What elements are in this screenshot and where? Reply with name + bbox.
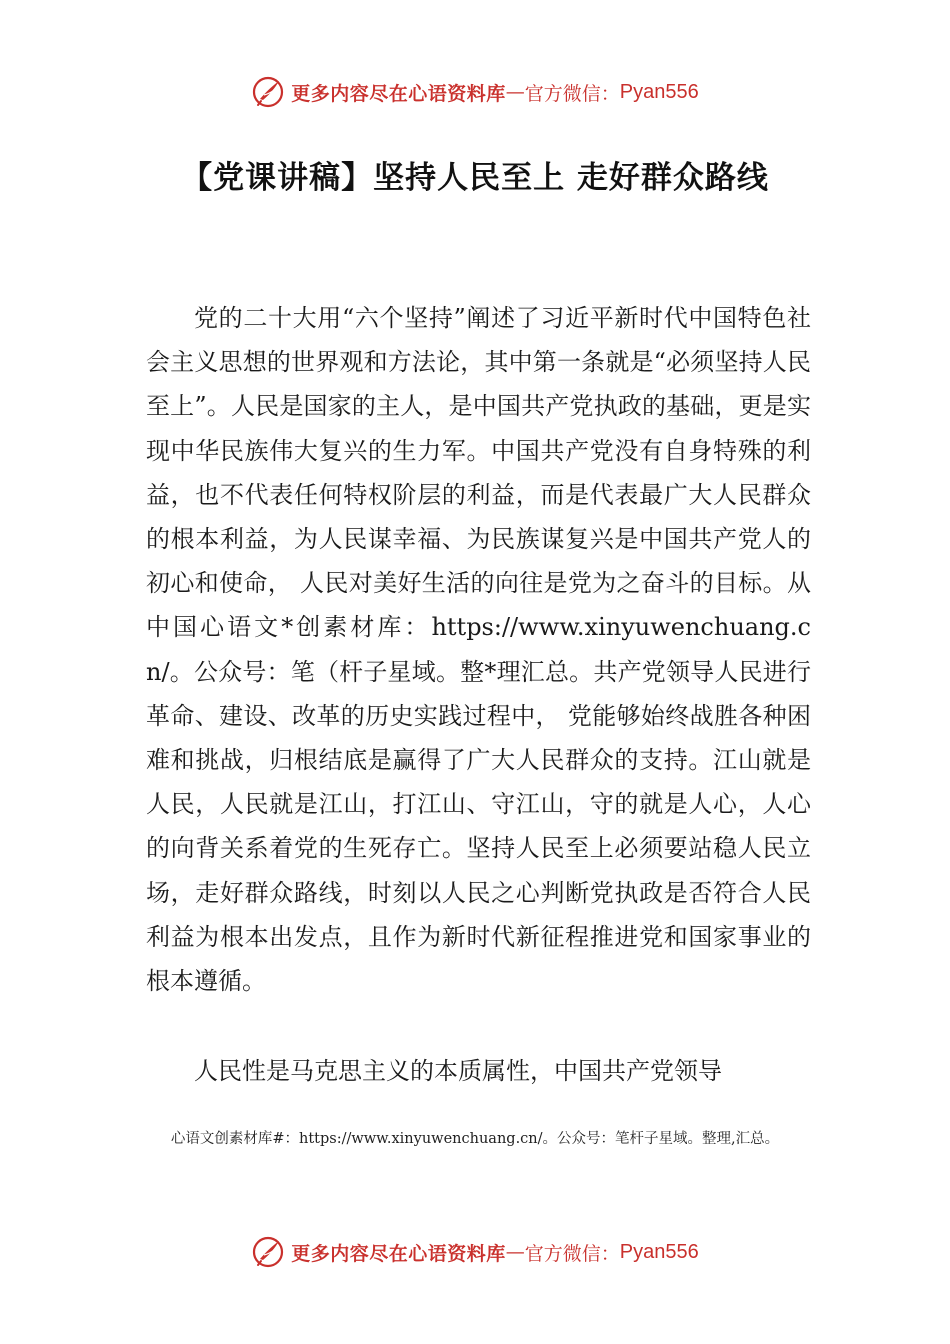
paragraph-1: 党的二十大用“六个坚持”阐述了习近平新时代中国特色社会主义思想的世界观和方法论，其中第一条就是“必须坚持人民至上”。人民是国家的主人，是中国共产党执政的基础，更是实现中华民族伟大复兴的生力军。中国共产党没有自身特殊的利益，也不代表任何特权阶层的利益，而是代表最广大人民群众的根本利益，为人民谋幸福、为民族谋复兴是中国共产党人的初心和使命， 人民对美好生活的向往是党为之奋斗的目标。从中国心语文*创素材库：https://www.xinyuwenchuang.cn/。公众号：笔（杆子星域。整*理汇总。共产党领导人民进行革命、建设、改革的历史实践过程中， 党能够始终战胜各种困难和挑战，归根结底是赢得了广大人民群众的支持。江山就是人民，人民就是江山，打江山、守江山，守的就是人心，人心的向背关系着党的生死存亡。坚持人民至上必须要站稳人民立场，走好群众路线，时刻以人民之心判断党执政是否符合人民利益为根本出发点，且作为新时代新征程推进党和国家事业的根本遵循。	[146, 304, 811, 996]
footer-banner	[0, 1232, 950, 1272]
banner-main-text: 更多内容尽在心语资料库	[291, 1242, 506, 1265]
banner-separator: —	[505, 81, 525, 103]
footer-source-note: 心语文创素材库#：https://www.xinyuwenchuang.cn/。公众号：笔杆子星域。整理,汇总。	[170, 1131, 780, 1147]
paragraph-2: 人民性是马克思主义的本质属性，中国共产党领导	[194, 1057, 722, 1086]
document-body	[146, 296, 811, 1093]
document-title: 【党课讲稿】坚持人民至上 走好群众路线	[181, 160, 769, 196]
quill-pen-logo-icon	[251, 1235, 285, 1269]
banner-main-text: 更多内容尽在心语资料库	[291, 82, 506, 105]
banner-separator: —	[505, 1241, 525, 1263]
header-banner	[0, 72, 950, 112]
banner-wechat-label: 官方微信：	[524, 82, 620, 105]
banner-wechat-id: Pyan556	[619, 1240, 699, 1263]
banner-wechat-label: 官方微信：	[524, 1242, 620, 1265]
quill-pen-logo-icon	[251, 75, 285, 109]
banner-wechat-id: Pyan556	[619, 80, 699, 103]
